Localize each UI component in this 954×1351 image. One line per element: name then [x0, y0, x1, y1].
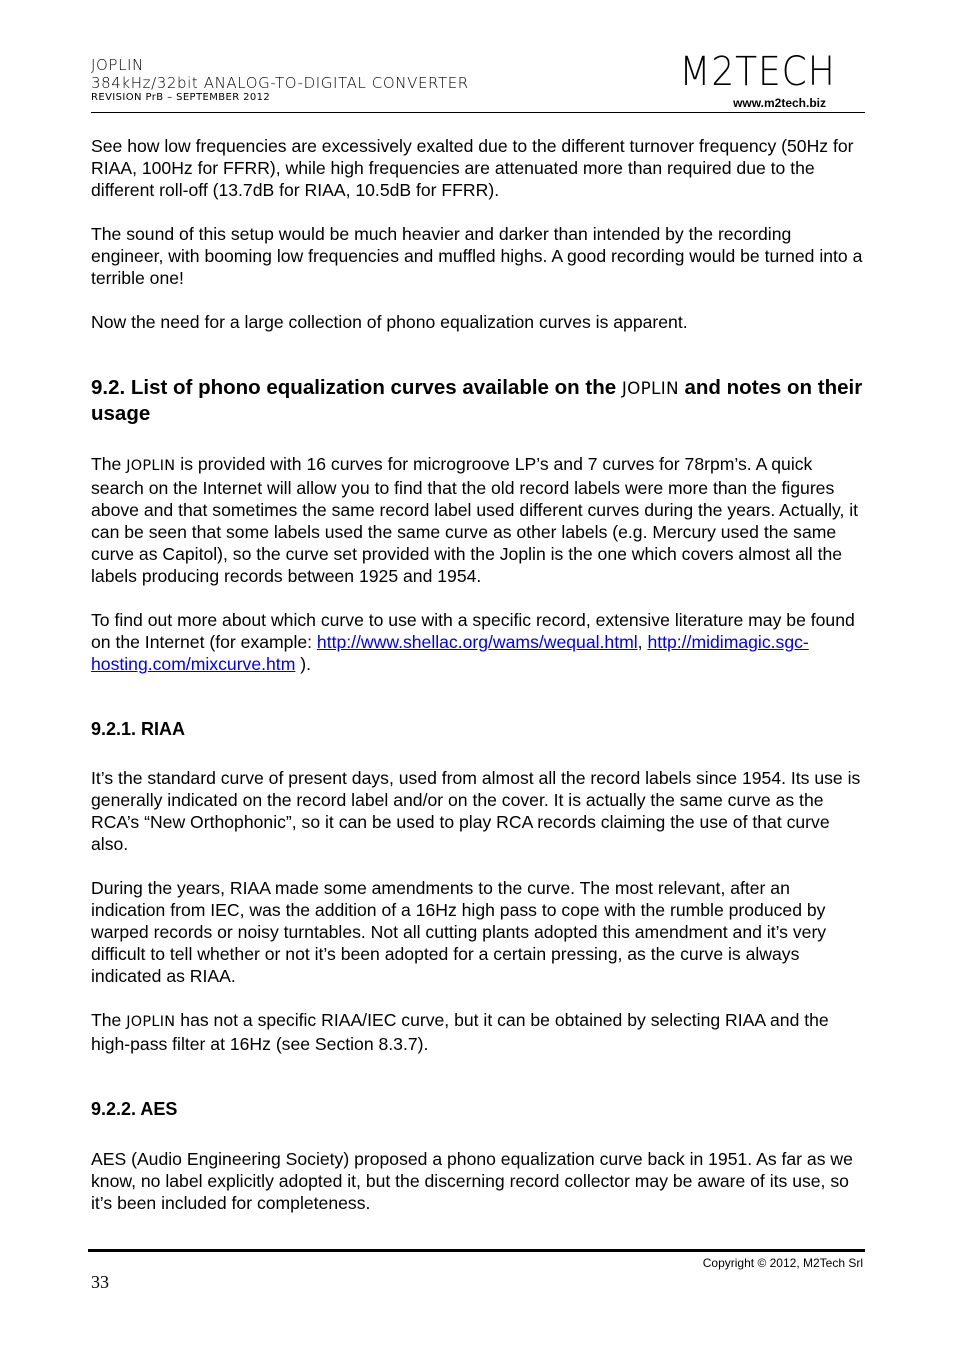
- section-9-2-2-heading: 9.2.2. AES: [91, 1099, 178, 1119]
- section-9-2-1-p3-brand: JOPLIN: [126, 1014, 176, 1030]
- page-content: [91, 135, 866, 1214]
- intro-paragraph-1: See how low frequencies are excessively exalted due to the different turnover frequency (50Hz for RIAA, 100Hz for FFRR), while high frequencies are attenuated more than required due to the different roll-off (13.7dB for RIAA, 10.5dB for FFRR).: [91, 136, 854, 200]
- section-9-2-1-heading: 9.2.1. RIAA: [91, 719, 186, 739]
- section-9-2-p2-mid: ,: [637, 632, 648, 652]
- section-9-2-heading-post: and notes on their usage: [91, 376, 863, 425]
- section-9-2-heading: [91, 375, 866, 427]
- intro-paragraph-2: The sound of this setup would be much heavier and darker than intended by the recording engineer, with booming low frequencies and muffled highs. A good recording would be turned into a terrible one!: [91, 224, 863, 288]
- header-url: www.m2tech.biz: [733, 96, 826, 110]
- section-9-2-1-p3-pre: The: [91, 1010, 127, 1030]
- section-9-2-paragraph-1: [91, 453, 866, 587]
- section-9-2-heading-pre: 9.2. List of phono equalization curves available on the: [91, 376, 622, 399]
- header-left: [91, 56, 469, 104]
- section-9-2-1-paragraph-3: [91, 1009, 866, 1055]
- section-9-2-1-paragraph-1: It’s the standard curve of present days, used from almost all the record labels since 1954. Its use is generally indicated on the record label and/or on the cover. It is actually the same curve as the RCA’s “New Orthophonic”, so it can be used to play RCA records claiming the use of that curve also.: [91, 768, 861, 854]
- section-9-2-p1-pre: The: [91, 454, 127, 474]
- footer-divider: [88, 1249, 865, 1252]
- header-revision: REVISION PrB – SEPTEMBER 2012: [91, 92, 271, 103]
- section-9-2-2-paragraph-1: AES (Audio Engineering Society) proposed a phono equalization curve back in 1951. As far as we know, no label explicitly adopted it, but the discerning record collector may be aware of its use, so it’s been included for completeness.: [91, 1149, 853, 1213]
- section-9-2-heading-brand: JOPLIN: [621, 378, 679, 398]
- section-9-2-1-paragraph-2: During the years, RIAA made some amendments to the curve. The most relevant, after an indication from IEC, was the addition of a 16Hz high pass to cope with the rumble produced by warped records or noisy turntables. Not all cutting plants adopted this amendment and it’s very difficult to tell whether or not it’s been adopted for a certain pressing, as the curve is always indicated as RIAA.: [91, 878, 827, 986]
- header-product: JOPLIN: [91, 56, 144, 74]
- header-divider: [91, 112, 865, 113]
- page-number: 33: [91, 1272, 109, 1292]
- header-subtitle: 384kHz/32bit ANALOG-TO-DIGITAL CONVERTER: [91, 74, 469, 92]
- section-9-2-p1-brand: JOPLIN: [126, 458, 176, 474]
- shellac-link[interactable]: http://www.shellac.org/wams/wequal.html: [316, 632, 638, 652]
- footer-copyright: Copyright © 2012, M2Tech Srl: [702, 1256, 863, 1270]
- m2tech-logo: M2TECH: [679, 49, 836, 95]
- intro-paragraph-3: Now the need for a large collection of phono equalization curves is apparent.: [91, 312, 688, 332]
- section-9-2-p2-pre: To find out more about which curve to use with a specific record, extensive literature may be found on the Internet (for example:: [91, 610, 855, 652]
- section-9-2-p1-post: is provided with 16 curves for microgroove LP’s and 7 curves for 78rpm’s. A quick search on the Internet will allow you to find that the old record labels were more than the figures above and that sometimes the same record label used different curves during the years. Actually, it can be seen that some labels used the same curve as other labels (e.g. Mercury used the same curve as Capitol), so the curve set provided with the Joplin is the one which covers almost all the labels producing records between 1925 and 1954.: [91, 454, 859, 586]
- section-9-2-paragraph-2: [91, 609, 866, 675]
- midimagic-link[interactable]: http://midimagic.sgc-hosting.com/mixcurve.htm: [91, 632, 809, 674]
- section-9-2-1-p3-post: has not a specific RIAA/IEC curve, but it can be obtained by selecting RIAA and the high-pass filter at 16Hz (see Section 8.3.7).: [91, 1010, 829, 1054]
- section-9-2-p2-post: ).: [295, 654, 311, 674]
